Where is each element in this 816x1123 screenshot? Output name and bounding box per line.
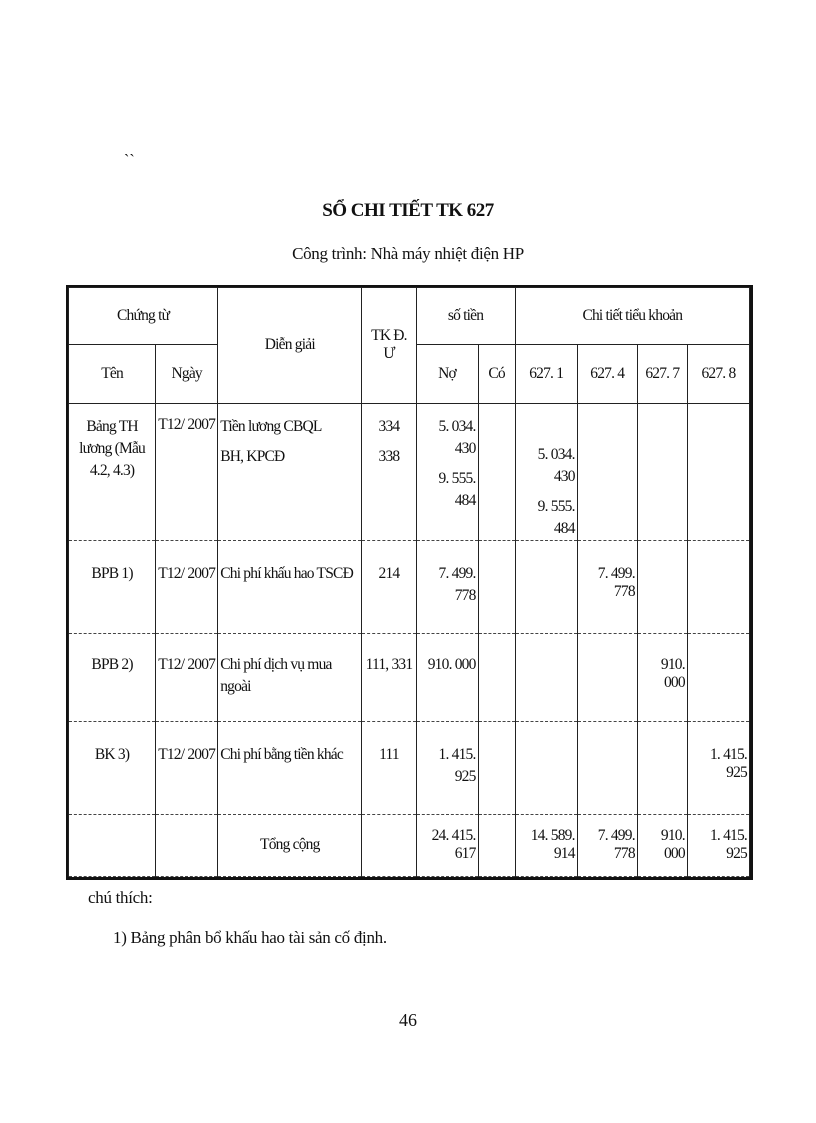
header-627-4: 627. 4 [577,345,637,403]
page-subtitle: Công trình: Nhà máy nhiệt điện HP [292,244,524,263]
cell-dien-giai: Chi phí khấu hao TSCĐ [218,541,362,633]
cell-627-1 [515,403,577,541]
cell-co [478,722,515,814]
text-line: 7. 499. [438,565,476,583]
cell-ngay: T12/ 2007 [156,633,218,721]
ledger-table [68,287,750,877]
cell-ngay: T12/ 2007 [156,403,218,541]
text-line: 5. 034. [438,417,476,435]
cell-627-1 [515,722,577,814]
header-so-tien: số tiền [416,288,515,345]
ledger-table-frame [66,285,753,880]
text-line: BH, KPCĐ [220,447,285,465]
header-ngay: Ngày [156,345,218,403]
cell-627-4 [577,403,637,541]
table-row [69,541,750,633]
text-line: 334 [378,417,400,435]
header-chi-tiet: Chi tiết tiểu khoản [515,288,749,345]
cell-627-7 [637,722,687,814]
cell-dien-giai [218,633,362,721]
text-line: 925 [454,768,476,786]
total-row [69,814,750,876]
cell-ten: BK 3) [69,722,156,814]
table-row [69,633,750,721]
cell-dien-giai: Chi phí bằng tiền khác [218,722,362,814]
cell-tk: 111 [362,722,416,814]
table-row [69,403,750,541]
notes-title: chú thích: [88,888,153,907]
text-line: 1. 415. [438,746,476,764]
total-627-4: 7. 499. 778 [577,814,637,876]
cell-ngay: T12/ 2007 [156,722,218,814]
cell-ten [69,403,156,541]
notes-item-1: 1) Bảng phân bổ khấu hao tài sản cố định. [113,928,387,947]
header-627-7: 627. 7 [637,345,687,403]
text-line: lương (Mẫu [79,439,145,457]
cell-627-8 [687,633,749,721]
cell-tk [362,814,416,876]
text-line: 5. 034. 430 [537,445,575,485]
text-line: 484 [454,491,476,509]
cell-627-1 [515,633,577,721]
cell-co [478,633,515,721]
total-label: Tổng cộng [218,814,362,876]
cell-627-7: 910. 000 [637,633,687,721]
cell-627-1 [515,541,577,633]
cell-no: 910. 000 [416,633,478,721]
header-627-1: 627. 1 [515,345,577,403]
cell-tk [362,403,416,541]
cell-627-7 [637,541,687,633]
text-line: 430 [454,439,476,457]
cell-tk: 214 [362,541,416,633]
cell-627-4 [577,722,637,814]
cell-ten: BPB 2) [69,633,156,721]
total-627-8: 1. 415. 925 [687,814,749,876]
cell-627-8 [687,403,749,541]
cell-ngay [156,814,218,876]
cell-no [416,403,478,541]
cell-627-4: 7. 499. 778 [577,541,637,633]
cell-tk: 111, 331 [362,633,416,721]
cell-co [478,403,515,541]
cell-ten: BPB 1) [69,541,156,633]
cell-ten [69,814,156,876]
total-no: 24. 415. 617 [416,814,478,876]
header-chung-tu: Chứng từ [69,288,218,345]
cell-co [478,541,515,633]
text-line: 338 [378,447,400,465]
text-line: 9. 555. [438,469,476,487]
cell-627-8: 1. 415. 925 [687,722,749,814]
text-line: 4.2, 4.3) [89,461,135,479]
header-tk-du: TK Đ. Ư [362,288,416,404]
header-dien-giai: Diễn giải [218,288,362,404]
page-number: 46 [399,1010,417,1030]
header-ten: Tên [69,345,156,403]
text-line: Chi phí dịch vụ mua [220,655,332,673]
header-co: Có [478,345,515,403]
cell-no [416,541,478,633]
text-line: Tiền lương CBQL [220,417,322,435]
cell-627-7 [637,403,687,541]
stray-mark: `` [124,152,135,169]
cell-ngay: T12/ 2007 [156,541,218,633]
header-no: Nợ [416,345,478,403]
cell-dien-giai [218,403,362,541]
cell-co [478,814,515,876]
text-line: 9. 555. 484 [537,497,575,537]
cell-no [416,722,478,814]
cell-627-8 [687,541,749,633]
header-row-1 [69,288,750,345]
text-line: ngoài [220,677,251,695]
text-line: 778 [454,587,476,605]
table-row [69,722,750,814]
cell-627-4 [577,633,637,721]
total-627-7: 910. 000 [637,814,687,876]
text-line: Bảng TH [86,417,138,435]
page-title: SỔ CHI TIẾT TK 627 [322,200,494,221]
total-627-1: 14. 589. 914 [515,814,577,876]
header-627-8: 627. 8 [687,345,749,403]
